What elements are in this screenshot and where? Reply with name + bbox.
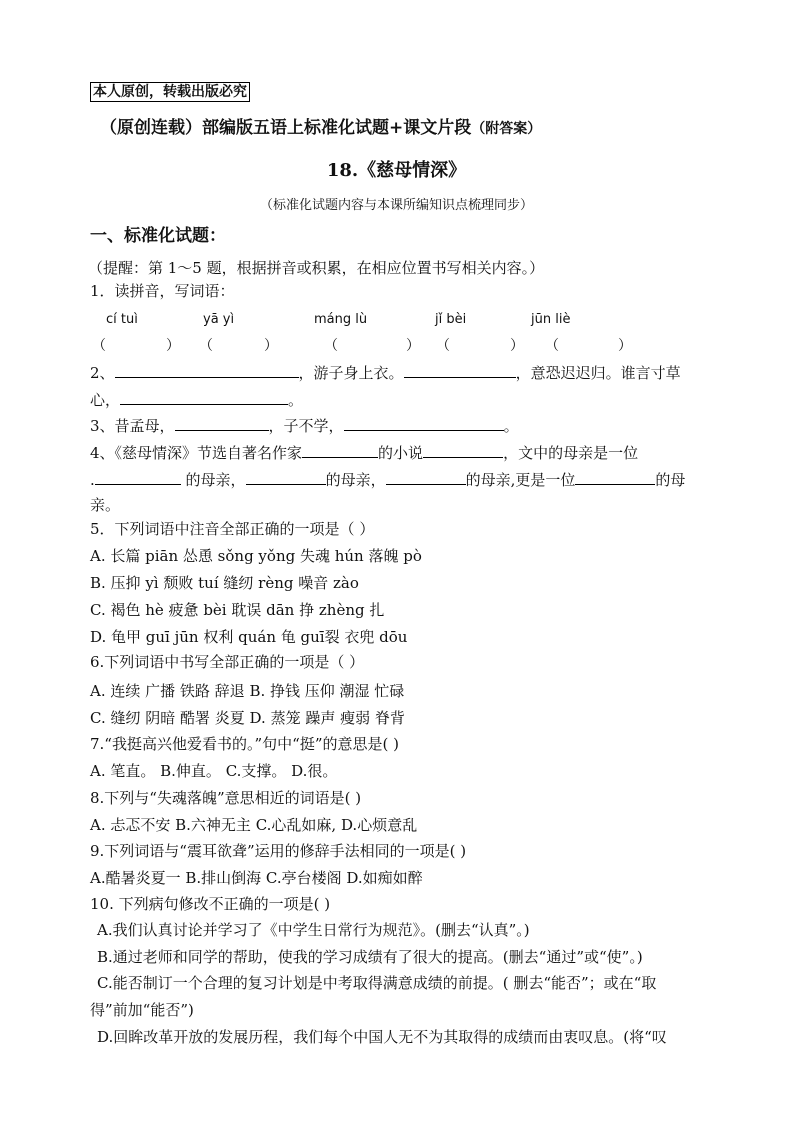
- q4-line2-c: 的母亲,更是一位: [465, 471, 576, 489]
- q2-line-2: [90, 389, 303, 410]
- q1-pinyin-1: cí tuì: [106, 312, 138, 327]
- section-heading: 一、标准化试题：: [90, 226, 226, 246]
- q5-option-a: A. 长篇 piān 怂恿 sǒng yǒng 失魂 hún 落魄 pò: [90, 547, 422, 565]
- q3-mid: ，子不学，: [268, 417, 344, 435]
- q3-start: 3、昔孟母，: [90, 417, 175, 435]
- q4-line2-start: .: [90, 471, 95, 489]
- q5-option-d: D. 龟甲 guī jūn 权利 quán 龟 guī裂 衣兜 dōu: [90, 628, 408, 646]
- title-suffix: （附答案）: [471, 121, 542, 137]
- q6-options-row-1: A. 连续 广播 铁路 辞退 B. 挣钱 压仰 潮湿 忙碌: [90, 682, 405, 700]
- q1-pinyin-4: jǐ bèi: [435, 312, 467, 327]
- q9-options: A.酷暑炎夏一 B.排山倒海 C.亭台楼阁 D.如痴如醉: [90, 869, 423, 887]
- q2-line2-start: 心，: [90, 391, 121, 409]
- q4-line2-a: 的母亲，: [180, 471, 246, 489]
- q1-prompt: 1．读拼音，写词语：: [90, 282, 235, 300]
- q1-paren-close-1: ）: [166, 338, 180, 354]
- q1-pinyin-2: yā yì: [203, 312, 235, 327]
- q4-blank-5: [386, 469, 466, 485]
- q2-blank-1: [115, 362, 299, 378]
- q4-line-1: [90, 442, 638, 463]
- q1-paren-close-3: ）: [406, 338, 420, 354]
- q9-prompt: 9.下列词语与“震耳欲聋”运用的修辞手法相同的一项是( ): [90, 842, 467, 860]
- q4-blank-3: [95, 469, 181, 485]
- q1-pinyin-3: máng lù: [314, 312, 368, 327]
- lesson-subtitle: （标准化试题内容与本课所编知识点梳理同步）: [259, 198, 533, 213]
- q6-options-row-2: C. 缝纫 阴暗 酷署 炎夏 D. 蒸笼 躁声 瘦弱 脊背: [90, 709, 405, 727]
- q6-prompt: 6.下列词语中书写全部正确的一项是（ ）: [90, 653, 365, 671]
- q3-end: 。: [503, 417, 519, 435]
- q1-paren-close-2: ）: [264, 338, 278, 354]
- q1-paren-open-2: （: [199, 338, 213, 354]
- q2-line-1: [90, 362, 681, 383]
- q10-option-d: D.回眸改革开放的发展历程，我们每个中国人无不为其取得的成绩而由衷叹息。(将“叹: [97, 1028, 667, 1046]
- q4-mid: 的小说: [378, 444, 424, 462]
- q1-paren-open-1: （: [92, 338, 106, 354]
- q3-line: [90, 415, 519, 436]
- q4-blank-4: [246, 469, 326, 485]
- q4-start: 4、《慈母情深》节选自著名作家: [90, 444, 303, 462]
- q1-paren-close-4: ）: [510, 338, 524, 354]
- q4-line2-d: 的母: [655, 471, 686, 489]
- q3-blank-2: [344, 415, 504, 431]
- q7-prompt: 7.“我挺高兴他爱看书的。”句中“挺”的意思是( ): [90, 735, 399, 753]
- q4-blank-6: [575, 469, 655, 485]
- document-title: [100, 118, 541, 139]
- q10-option-c-line-2: 得”前加“能否”): [90, 1001, 194, 1019]
- q1-paren-open-3: （: [324, 338, 338, 354]
- q8-options: A. 忐忑不安 B.六神无主 C.心乱如麻, D.心烦意乱: [90, 816, 418, 834]
- q4-blank-2: [423, 442, 503, 458]
- q4-line-2: [90, 469, 685, 490]
- q10-option-a: A.我们认真讨论并学习了《中学生日常行为规范》。(删去“认真”。): [97, 921, 530, 939]
- q2-blank-3: [120, 389, 288, 405]
- q5-option-c: C. 褐色 hè 疲惫 bèi 耽误 dān 挣 zhèng 扎: [90, 601, 385, 619]
- q1-pinyin-5: jūn liè: [531, 312, 571, 327]
- q10-option-b: B.通过老师和同学的帮助，使我的学习成绩有了很大的提高。(删去“通过”或“使”。): [97, 948, 643, 966]
- q10-prompt: 10. 下列病句修改不正确的一项是( ): [90, 895, 331, 913]
- q4-line2-b: 的母亲，: [325, 471, 386, 489]
- q3-blank-1: [175, 415, 269, 431]
- q2-num: 2、: [90, 364, 115, 382]
- q7-options: A. 笔直。 B.伸直。 C.支撑。 D.很。: [90, 762, 338, 780]
- q1-paren-close-5: ）: [618, 338, 632, 354]
- q4-end: ，文中的母亲是一位: [503, 444, 639, 462]
- q2-blank-2: [404, 362, 516, 378]
- q2-text-b: ，意恐迟迟归。谁言寸草: [515, 364, 681, 382]
- q5-option-b: B. 压抑 yì 颓败 tuí 缝纫 rèng 噪音 zào: [90, 574, 359, 592]
- lesson-title: 18.《慈母情深》: [326, 160, 467, 181]
- q10-option-c-line-1: C.能否制订一个合理的复习计划是中考取得满意成绩的前提。( 删去“能否”；或在“取: [97, 974, 657, 992]
- q5-prompt: 5．下列词语中注音全部正确的一项是（ ）: [90, 520, 375, 538]
- q2-text-a: ，游子身上衣。: [298, 364, 404, 382]
- q2-line2-end: 。: [288, 391, 304, 409]
- q1-paren-open-5: （: [545, 338, 559, 354]
- q1-paren-open-4: （: [436, 338, 450, 354]
- q4-blank-1: [302, 442, 378, 458]
- copyright-notice: 本人原创，转载出版必究: [90, 82, 250, 102]
- reminder-text: （提醒：第 1～5 题，根据拼音或积累，在相应位置书写相关内容。）: [88, 259, 545, 277]
- q4-line-3: 亲。: [90, 496, 121, 514]
- q8-prompt: 8.下列与“失魂落魄”意思相近的词语是( ): [90, 789, 362, 807]
- title-main: （原创连载）部编版五语上标准化试题+课文片段: [100, 118, 472, 138]
